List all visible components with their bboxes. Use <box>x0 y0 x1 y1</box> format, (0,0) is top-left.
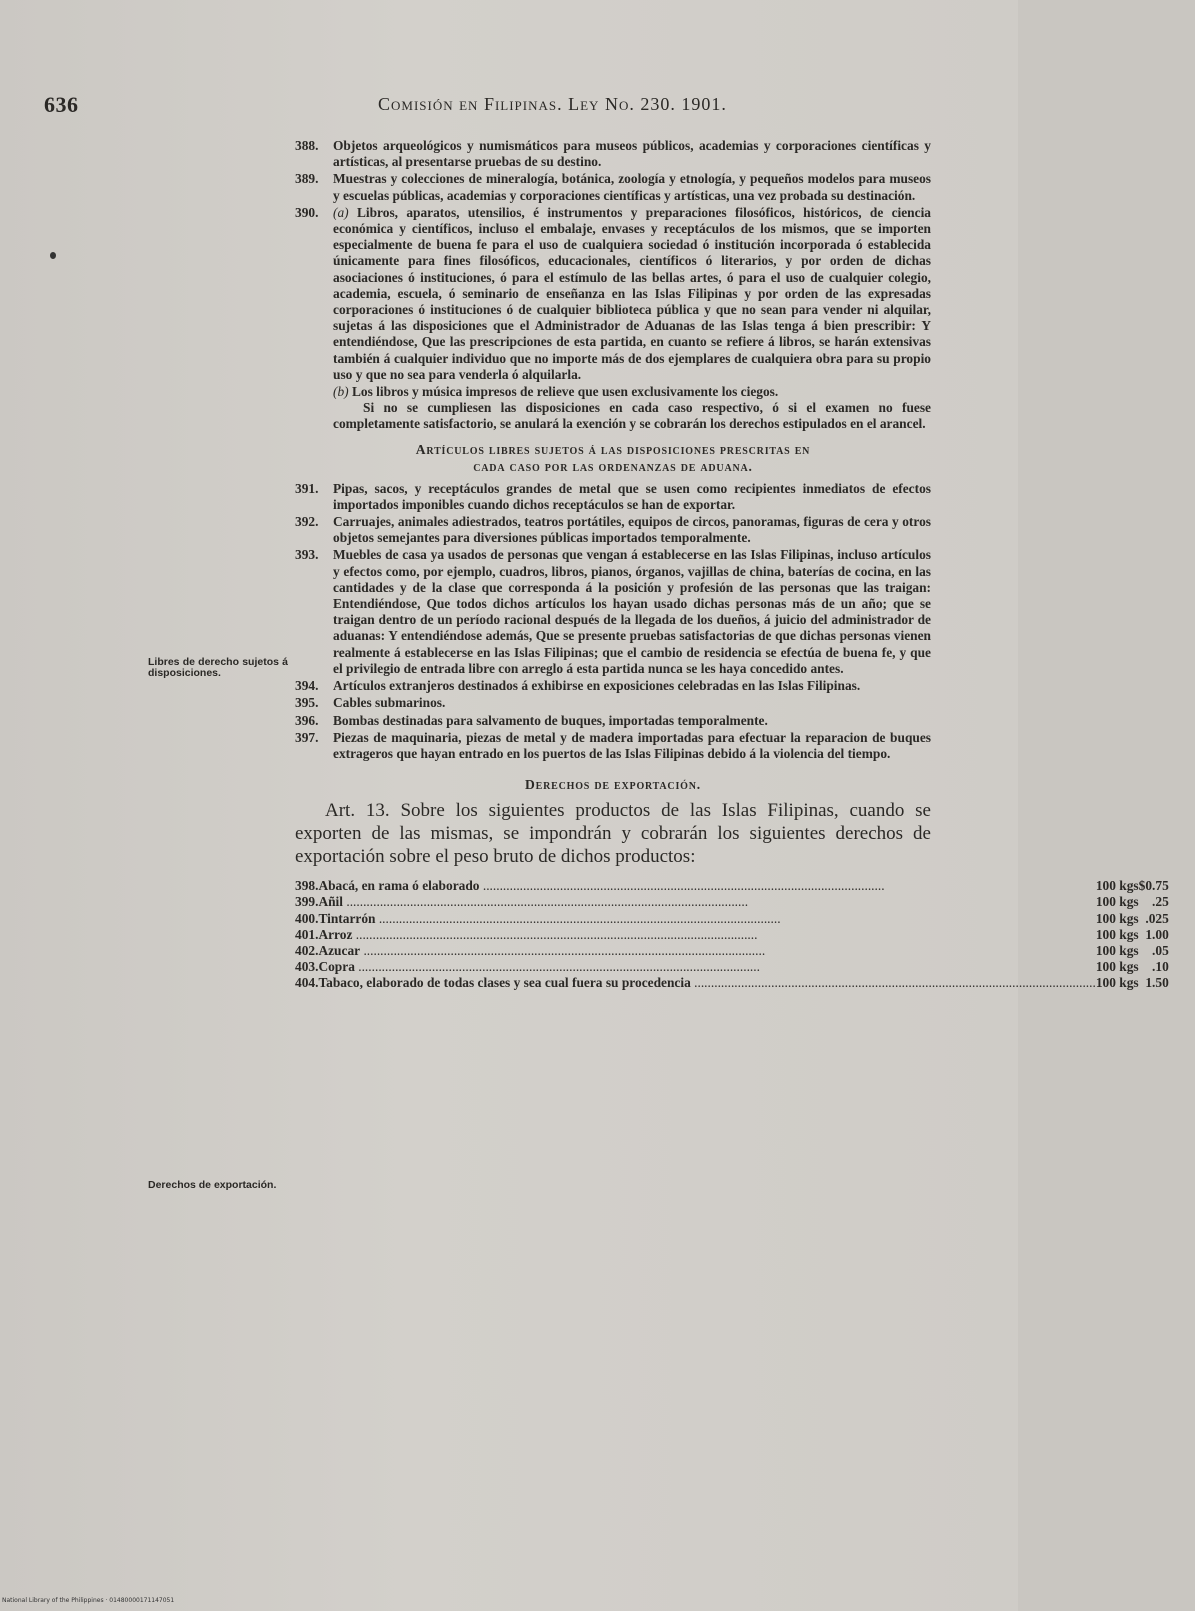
footer-credit: National Library of the Philippines · 01480000171147051 <box>2 1597 175 1604</box>
duty-rate <box>1139 927 1195 943</box>
duty-item-number <box>295 894 318 910</box>
duty-product-text: Tabaco, elaborado de todas clases y sea cual fuera su procedencia <box>318 975 691 991</box>
item-text: Carruajes, animales adiestrados, teatros portátiles, equipos de circos, panoramas, figuras de cera y otros objetos semejantes para diversiones públicas importados temporalmente. <box>333 514 931 546</box>
duty-product <box>318 943 1095 959</box>
list-item <box>295 695 931 711</box>
heading-line: Artículos libres sujetos á las disposiciones prescritas en <box>415 441 811 457</box>
main-text-column <box>295 138 1169 992</box>
duty-unit <box>1096 959 1139 975</box>
list-item <box>295 730 931 762</box>
duty-product-text: Azucar <box>318 942 361 958</box>
duty-rate-text: $0.75 <box>1138 878 1169 894</box>
duty-item-number <box>295 927 318 943</box>
list-item <box>295 678 931 694</box>
duty-unit-text: 100 kgs <box>1095 942 1139 958</box>
duty-item-number <box>295 878 318 894</box>
duty-unit-text: 100 kgs <box>1095 959 1139 975</box>
duty-rate-text: 1.00 <box>1145 926 1169 942</box>
list-item <box>295 713 931 729</box>
table-row <box>295 927 1195 943</box>
item-text: Cables submarinos. <box>333 695 446 711</box>
item-number: 389. <box>295 171 319 187</box>
item-sublabel: (a) <box>333 204 349 220</box>
dot-leader: ........................................................................................................................ <box>479 878 885 894</box>
item-number: 395. <box>295 695 319 711</box>
dot-leader: ........................................................................................................................ <box>354 959 760 975</box>
duty-product <box>318 894 1095 910</box>
duty-item-number-text: 403. <box>295 959 319 975</box>
duty-product <box>318 911 1095 927</box>
export-duty-table <box>295 878 1195 991</box>
dot-leader: ........................................................................................................................ <box>343 894 749 910</box>
item-number: 390. <box>295 204 319 220</box>
duty-unit-text: 100 kgs <box>1095 975 1139 991</box>
duty-rate <box>1139 878 1195 894</box>
duty-item-number <box>295 975 318 991</box>
duty-item-number-text: 400. <box>295 910 319 926</box>
list-subitem <box>295 384 931 400</box>
duty-rate-text: .05 <box>1152 942 1169 958</box>
item-number: 396. <box>295 712 319 728</box>
duty-item-number <box>295 959 318 975</box>
item-text: Muebles de casa ya usados de personas que vengan á establecerse en las Islas Filipinas, incluso artículos y efectos como, por ejemplo, cuadros, libros, pianos, órganos, vajillas de china, baterías de cocina, en las cantidades y de la clase que corresponda á la posición y profesión de las personas que las traigan: Entendiéndose, Que todos dichos artículos los hayan usado dichas personas más de un año; que se traigan dentro de un período racional después de la llegada de los dueños, á juicio del administrador de aduanas: Y entendiéndose además, Que se presente pruebas satisfactorias de que dichas personas vienen realmente á establecerse en las Islas Filipinas; que el cambio de residencia se efectúa de buena fe, y que el privilegio de entrada libre con arreglo á esta partida nunca se les haya concedido antes. <box>333 547 931 676</box>
duty-unit <box>1096 878 1139 894</box>
duty-product-text: Añil <box>318 894 343 910</box>
dot-leader: ........................................................................................................................ <box>375 910 781 926</box>
duty-unit <box>1096 943 1139 959</box>
dot-leader: ........................................................................................................................ <box>360 942 766 958</box>
section-heading-free-goods <box>295 441 931 475</box>
duty-unit <box>1096 911 1139 927</box>
duty-item-number <box>295 943 318 959</box>
ink-spot <box>50 252 56 259</box>
list-item <box>295 547 931 677</box>
item-number: 394. <box>295 678 319 694</box>
duty-rate-text: .10 <box>1152 959 1169 975</box>
duty-unit-text: 100 kgs <box>1095 926 1139 942</box>
section-heading-export: Derechos de exportación. <box>525 777 701 793</box>
table-row <box>295 878 1195 894</box>
item-text: Artículos extranjeros destinados á exhibirse en exposiciones celebradas en las Islas Filipinas. <box>333 678 861 694</box>
duty-rate <box>1139 975 1195 991</box>
duty-rate <box>1139 894 1195 910</box>
duty-rate-text: .25 <box>1152 894 1169 910</box>
duty-product <box>318 878 1095 894</box>
duty-product-text: Arroz <box>318 926 353 942</box>
item-text: Piezas de maquinaria, piezas de metal y de madera importadas para efectuar la reparacion de buques extrageros que hayan entrado en los puertos de las Islas Filipinas debido á la violencia del tiempo. <box>333 729 931 761</box>
duty-product-text: Abacá, en rama ó elaborado <box>318 878 480 894</box>
running-title: Comisión en Filipinas. Ley No. 230. 1901. <box>378 94 727 114</box>
item-number: 397. <box>295 729 319 745</box>
duty-unit <box>1096 894 1139 910</box>
item-subtext: Libros, aparatos, utensilios, é instrumentos y preparaciones filosóficos, históricos, de ciencia económica y científicos, incluso el embalaje, envases y receptáculos de los mismos, que se importen especialmente de buena fe para el uso de cualquiera sociedad ó institución incorporada ó establecida únicamente para fines filosóficos, educacionales, científicos ó literarios, y por orden de dichas asociaciones ó instituciones, ó para el estímulo de las bellas artes, ó para el uso de cualquier colegio, academia, escuela, ó seminario de enseñanza en las Islas Filipinas y por orden de las expresadas corporaciones ó instituciones ó de cualquier biblioteca pública y que no sean para vender ni alquilar, sujetas á las disposiciones que el Administrador de Aduanas de las Islas tenga á bien prescribir: Y entendiéndose, Que las prescripciones de esta partida, en cuanto se refiere á libros, se harán extensivas también á cualquier individuo que no importe más de dos ejemplares de cualquiera obra para su propio uso y que no sea para venderla ó alquilarla. <box>333 204 931 382</box>
item-number: 391. <box>295 480 319 496</box>
duty-unit-text: 100 kgs <box>1095 878 1139 894</box>
duty-unit <box>1096 927 1139 943</box>
page-header <box>44 92 904 120</box>
duty-unit-text: 100 kgs <box>1095 910 1139 926</box>
duty-rate <box>1139 911 1195 927</box>
duty-unit-text: 100 kgs <box>1095 894 1139 910</box>
closing-paragraph: Si no se cumpliesen las disposiciones en cada caso respectivo, ó si el examen no fuese completamente satisfactorio, se anulará la exención y se cobrarán los derechos estipulados en el arancel. <box>333 400 931 432</box>
list-item <box>295 514 931 546</box>
duty-rate <box>1139 959 1195 975</box>
item-text: Bombas destinadas para salvamento de buques, importadas temporalmente. <box>333 712 768 728</box>
table-row <box>295 959 1195 975</box>
duty-item-number-text: 404. <box>295 975 319 991</box>
item-text: Pipas, sacos, y receptáculos grandes de metal que se usen como recipientes inmediatos de efectos importados imponibles cuando dichos receptáculos se han de exportar. <box>333 480 931 512</box>
article-13-paragraph: Art. 13. Sobre los siguientes productos de las Islas Filipinas, cuando se exporten de las mismas, se impondrán y cobrarán los siguientes derechos de exportación sobre el peso bruto de dichos productos: <box>295 800 931 868</box>
duty-rate <box>1139 943 1195 959</box>
duty-item-number-text: 399. <box>295 894 319 910</box>
item-number: 392. <box>295 514 319 530</box>
item-text <box>333 205 931 383</box>
list-item <box>295 481 931 513</box>
heading-line: cada caso por las ordenanzas de aduana. <box>473 458 753 474</box>
duty-item-number <box>295 911 318 927</box>
dot-leader: ........................................................................................................................ <box>352 926 758 942</box>
duty-item-number-text: 398. <box>295 878 319 894</box>
dot-leader: ........................................................................................................................ <box>690 975 1096 991</box>
item-number: 388. <box>295 138 319 153</box>
table-row <box>295 911 1195 927</box>
list-item <box>295 171 931 203</box>
duty-product <box>318 959 1095 975</box>
duty-product-text: Copra <box>318 959 355 975</box>
item-text: Objetos arqueológicos y numismáticos para museos públicos, academias y corporaciones científicas y artísticas, al presentarse pruebas de su destino. <box>333 138 931 170</box>
duty-item-number-text: 401. <box>295 926 319 942</box>
table-row <box>295 943 1195 959</box>
item-number: 393. <box>295 547 319 563</box>
duty-product-text: Tintarrón <box>318 910 376 926</box>
item-sublabel: (b) <box>333 384 349 400</box>
duty-unit <box>1096 975 1139 991</box>
duty-product <box>318 975 1095 991</box>
duty-rate-text: .025 <box>1145 910 1169 926</box>
item-subtext: Los libros y música impresos de relieve que usen exclusivamente los ciegos. <box>351 384 779 400</box>
duty-product <box>318 927 1095 943</box>
page-number: 636 <box>44 92 79 117</box>
duty-rate-text: 1.50 <box>1145 975 1169 991</box>
export-duty-rows <box>295 878 1195 991</box>
duty-item-number-text: 402. <box>295 942 319 958</box>
list-item <box>295 138 931 170</box>
table-row <box>295 975 1195 991</box>
table-row <box>295 894 1195 910</box>
margin-note-export-duties: Derechos de exportación. <box>148 1179 277 1191</box>
item-text: Muestras y colecciones de mineralogía, botánica, zoología y etnología, y pequeños modelos para museos y escuelas públicas, academias y corporaciones científicas y artísticas, una vez probada su destinación. <box>333 171 931 203</box>
margin-note-free-goods: Libres de derecho sujetos á disposiciones. <box>148 656 288 679</box>
list-item <box>295 205 931 383</box>
